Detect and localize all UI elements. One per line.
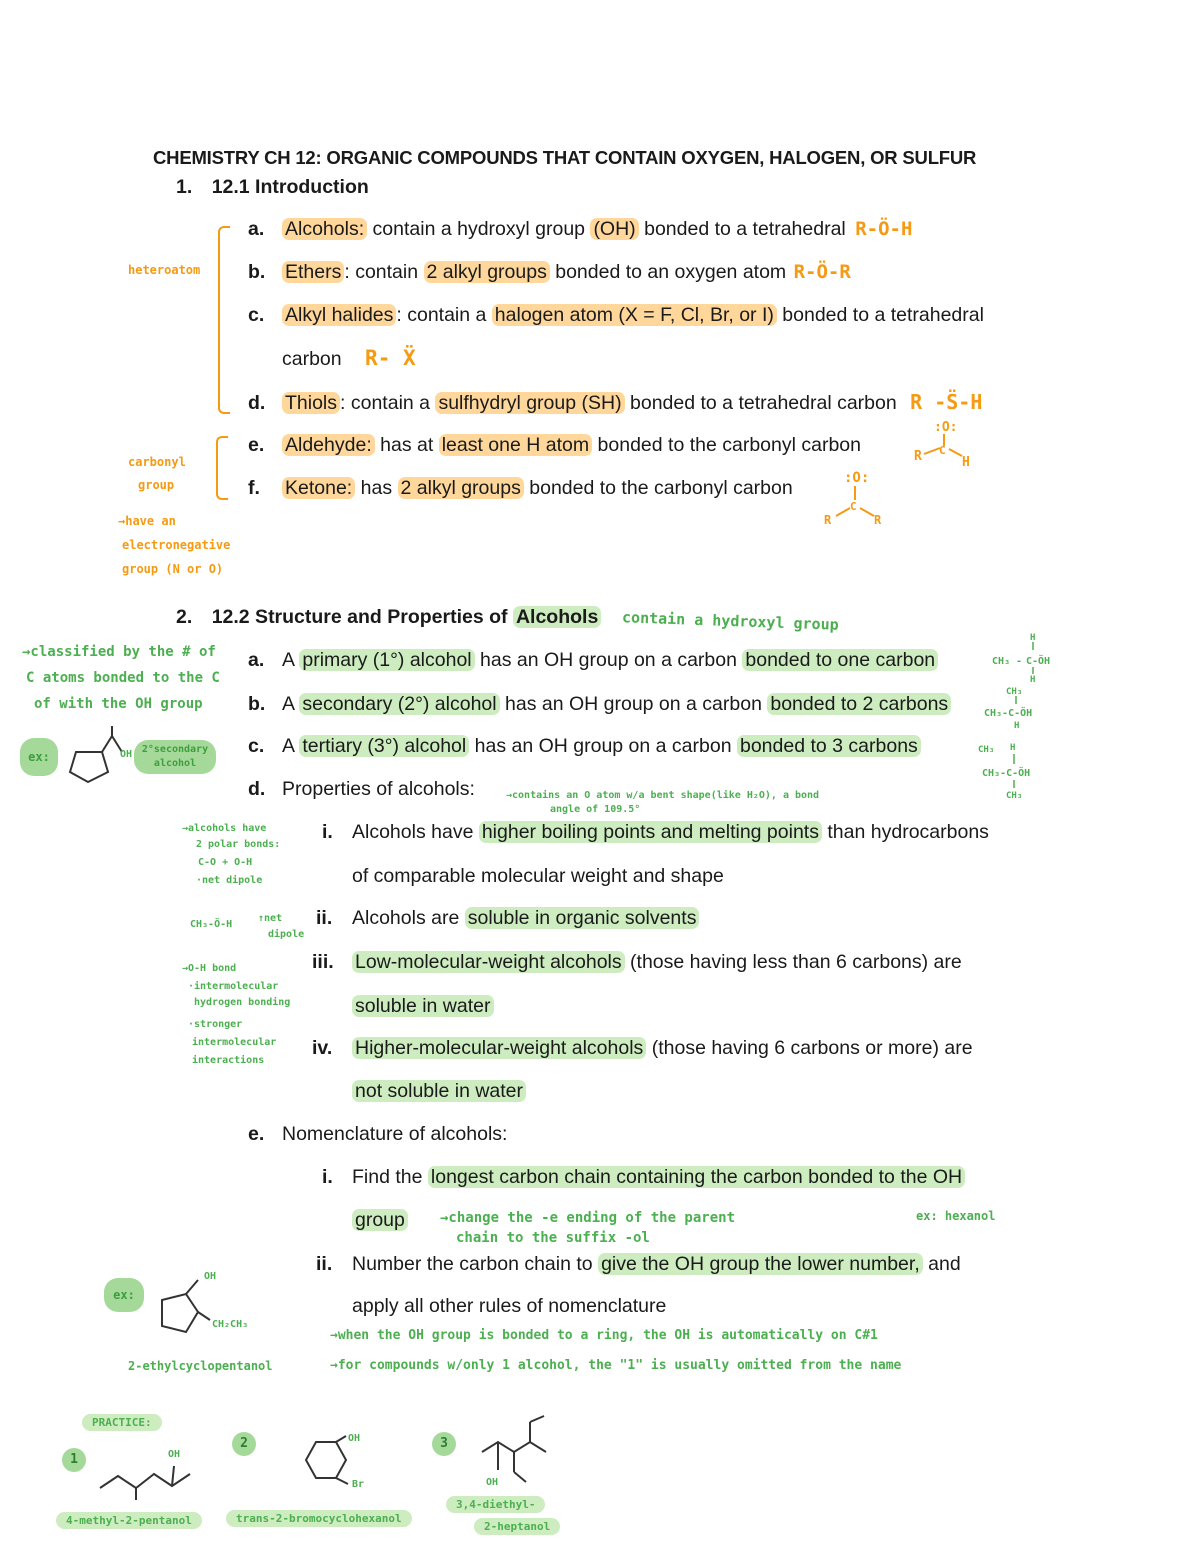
item-primary-alcohol [248,648,938,672]
text: A [282,735,300,757]
highlight: higher boiling points and melting points [479,821,822,843]
svg-text:R: R [874,513,882,527]
text: Properties of alcohols: [282,778,475,800]
text: bonded to an oxygen atom [549,261,787,283]
item-ketone [248,476,793,500]
ring-note: →when the OH group is bonded to a ring, the OH is automatically on C#1 [330,1328,878,1343]
ethylcyclopentanol-name: 2-ethylcyclopentanol [128,1359,273,1373]
classified-note-3: of with the OH group [34,696,203,712]
nomenclature-rule-1 [322,1165,965,1189]
section-2-heading [176,605,601,629]
practice-1-structure [94,1454,204,1504]
nomenclature-rule-2-cont: apply all other rules of nomenclature [352,1295,667,1317]
marker: ii. [316,1253,333,1275]
text: (those having 6 carbons or more) are [646,1037,973,1059]
marker: i. [322,821,333,843]
property-1 [322,820,989,844]
practice-label: PRACTICE: [82,1414,162,1431]
properties-note-1: →contains an O atom w/a bent shape(like H₂O), a bond [506,790,820,801]
marker: b. [248,693,266,715]
ohbond-note-6: interactions [192,1055,265,1066]
svg-text:CH₃-C-ÖH: CH₃-C-ÖH [982,768,1031,779]
property-4 [312,1036,973,1060]
text: (those having less than 6 carbons) are [624,951,962,973]
highlight: group [352,1209,408,1231]
highlight: bonded to 3 carbons [737,735,921,757]
text: carbon [282,348,342,370]
highlight: (OH) [590,218,638,240]
marker: f. [248,477,260,499]
highlight: secondary (2°) alcohol [299,693,499,715]
highlight: sulfhydryl group (SH) [435,392,624,414]
property-3 [312,950,962,974]
ketone-structure [822,466,892,528]
practice-2-br: Br [352,1479,365,1490]
text: Nomenclature of alcohols: [282,1123,508,1145]
marker: d. [248,392,266,414]
tertiary-alcohol-structure [978,736,1058,800]
term: Ethers [282,261,344,283]
marker: a. [248,218,265,240]
svg-text::O:: :O: [934,420,958,435]
svg-text:H: H [1030,675,1036,685]
text: than hydrocarbons [821,821,989,843]
nomenclature-rule-1-cont [352,1208,408,1232]
ohbond-note-3: hydrogen bonding [194,997,291,1008]
property-3-cont [352,994,494,1018]
item-thiols [248,390,982,415]
svg-text:C: C [850,500,857,513]
marker: a. [248,649,265,671]
text: has an OH group on a carbon [474,649,743,671]
section-1-title: 12.1 Introduction [211,176,369,198]
ethyl-ch2ch3: CH₂CH₃ [212,1319,249,1330]
have-note-3: group (N or O) [122,562,224,576]
text: contain a hydroxyl group [367,218,591,240]
section-1-number: 1. [176,176,193,198]
section-2-title: 12.2 Structure and Properties of [211,606,513,628]
secondary-chip [134,740,216,774]
highlight: not soluble in water [352,1080,526,1102]
practice-2-number: 2 [232,1432,256,1456]
term: Aldehyde: [282,434,375,456]
marker: d. [248,778,266,800]
section-2-note: contain a hydroxyl group [621,608,839,634]
practice-3-answer-1: 3,4-diethyl- [446,1496,545,1513]
practice-1-number: 1 [62,1448,86,1472]
nomenclature-rule-2 [316,1252,961,1276]
ohbond-note-5: intermolecular [192,1037,277,1048]
marker: iii. [312,951,334,973]
hexanol-note: ex: hexanol [916,1209,996,1223]
highlight: primary (1°) alcohol [299,649,474,671]
text: Number the carbon chain to [352,1253,599,1275]
ch3-label: CH₃ [992,656,1011,667]
practice-3-oh: OH [486,1477,499,1488]
property-4-cont [352,1079,526,1103]
term: Alkyl halides [282,304,396,326]
text: has [355,477,398,499]
ethyl-oh: OH [204,1271,217,1282]
property-2 [316,906,699,930]
section-2-title-highlight: Alcohols [513,606,601,628]
practice-1-oh: OH [168,1449,181,1460]
classified-note-2: C atoms bonded to the C [26,670,220,686]
group-note: group [138,478,175,492]
text: Alcohols have [352,821,479,843]
primary-alcohol-structure [992,630,1072,685]
one-alcohol-note: →for compounds w/only 1 alcohol, the "1" is usually omitted from the name [330,1358,902,1373]
example-oh: OH [120,749,133,760]
item-tertiary-alcohol [248,734,921,758]
svg-text:CH₃: CH₃ [978,745,995,755]
polar-note-2: 2 polar bonds: [196,839,281,850]
marker: iv. [312,1037,333,1059]
property-1-cont: of comparable molecular weight and shape [352,865,724,887]
text: has an OH group on a carbon [499,693,768,715]
carbonyl-bracket [216,436,228,500]
properties-note-2: angle of 109.5° [550,804,641,815]
svg-text:CH₃: CH₃ [1006,791,1023,801]
highlight: bonded to 2 carbons [767,693,951,715]
text: bonded to the carbonyl carbon [523,477,793,499]
properties-label [248,777,475,801]
svg-text:CH₃-C-ÖH: CH₃-C-ÖH [984,708,1033,719]
example-chip-2: ex: [104,1278,144,1312]
marker: c. [248,735,265,757]
text: bonded to a tetrahedral carbon [624,392,897,414]
svg-text:H: H [1030,633,1036,643]
item-ethers [248,260,851,284]
item-aldehyde [248,433,861,457]
text: bonded to the carbonyl carbon [592,434,861,456]
highlight: Higher-molecular-weight alcohols [352,1037,646,1059]
net-dipole-1: ↑net [258,913,283,924]
carbonyl-note: carbonyl [128,455,186,469]
page-title: CHEMISTRY CH 12: ORGANIC COMPOUNDS THAT CONTAIN OXYGEN, HALOGEN, OR SULFUR [153,147,977,168]
text: Find the [352,1166,428,1188]
item-alkyl-halides-cont [282,346,416,371]
svg-text::O:: :O: [844,470,870,486]
term: Ketone: [282,477,355,499]
highlight: least one H atom [439,434,592,456]
aldehyde-structure [912,416,982,468]
example-chip: ex: [20,738,58,776]
formula: R- Ẍ [365,346,416,370]
text: bonded to a tetrahedral [638,218,846,240]
highlight: tertiary (3°) alcohol [299,735,469,757]
text: A [282,649,300,671]
dipole-structure: CH₃-Ö-H [190,919,233,930]
heteroatom-bracket [218,226,230,414]
secondary-chip-line-2: alcohol [153,758,197,769]
svg-text:R: R [914,449,922,464]
section-1-heading [176,175,369,199]
text: bonded to a tetrahedral [776,304,984,326]
classified-note-1: →classified by the # of [22,644,216,660]
practice-3-answer-2: 2-heptanol [474,1518,560,1535]
item-alkyl-halides [248,303,984,327]
have-note-2: electronegative [122,538,231,552]
polar-note-4: ·net dipole [196,875,263,886]
highlight: give the OH group the lower number, [598,1253,923,1275]
highlight: soluble in water [352,995,494,1017]
polar-note-3: C-O + O-H [198,857,253,868]
ch3-label: CH₃ [1006,687,1023,697]
polar-note-1: →alcohols have [182,823,267,834]
highlight: 2 alkyl groups [398,477,524,499]
text: : contain [344,261,424,283]
marker: i. [322,1166,333,1188]
svg-text:-: - [1016,656,1023,667]
highlight: Low-molecular-weight alcohols [352,951,625,973]
highlight: bonded to one carbon [742,649,938,671]
secondary-chip-line-1: 2°secondary [141,744,209,755]
highlight: soluble in organic solvents [465,907,700,929]
highlight: longest carbon chain containing the carbon bonded to the OH [428,1166,965,1188]
have-note-1: →have an [118,514,176,528]
ohbond-note-2: ·intermolecular [188,981,279,992]
highlight: halogen atom (X = F, Cl, Br, or I) [492,304,777,326]
marker: ii. [316,907,333,929]
section-2-number: 2. [176,606,193,628]
heteroatom-note: heteroatom [128,263,201,277]
text: : contain a [396,304,492,326]
term: Alcohols: [282,218,367,240]
ethylcyclopentanol-structure [150,1272,230,1342]
item-alcohols [248,217,912,241]
ohbond-note-4: ·stronger [188,1019,243,1030]
marker: e. [248,1123,265,1145]
svg-text:H: H [962,455,970,470]
practice-2-oh: OH [348,1433,361,1444]
marker: b. [248,261,266,283]
text: has an OH group on a carbon [469,735,737,757]
change-note-2: chain to the suffix -ol [456,1230,650,1246]
svg-text:H: H [1014,721,1020,731]
formula: R-Ö-H [855,218,913,240]
ohbond-note-1: →O-H bond [182,963,237,974]
secondary-alcohol-structure [984,684,1064,731]
nomenclature-label [248,1122,507,1146]
marker: e. [248,434,265,456]
practice-2-answer: trans-2-bromocyclohexanol [226,1510,412,1527]
svg-text:R: R [824,513,832,527]
net-dipole-2: dipole [268,929,305,940]
text: : contain a [340,392,436,414]
text: has at [374,434,439,456]
svg-text:H: H [1010,743,1016,753]
formula: R -S̈-H [910,390,983,414]
change-note-1: →change the -e ending of the parent [440,1210,736,1226]
text: and [922,1253,961,1275]
c-oh-label: C-ÖH [1026,656,1051,667]
highlight: 2 alkyl groups [424,261,550,283]
marker: c. [248,304,265,326]
svg-text:C: C [939,444,946,457]
practice-1-answer: 4-methyl-2-pentanol [56,1512,202,1529]
text: Alcohols are [352,907,465,929]
formula: R-Ö-R [793,261,851,283]
item-secondary-alcohol [248,692,951,716]
text: A [282,693,300,715]
practice-3-number: 3 [432,1432,456,1456]
term: Thiols [282,392,340,414]
